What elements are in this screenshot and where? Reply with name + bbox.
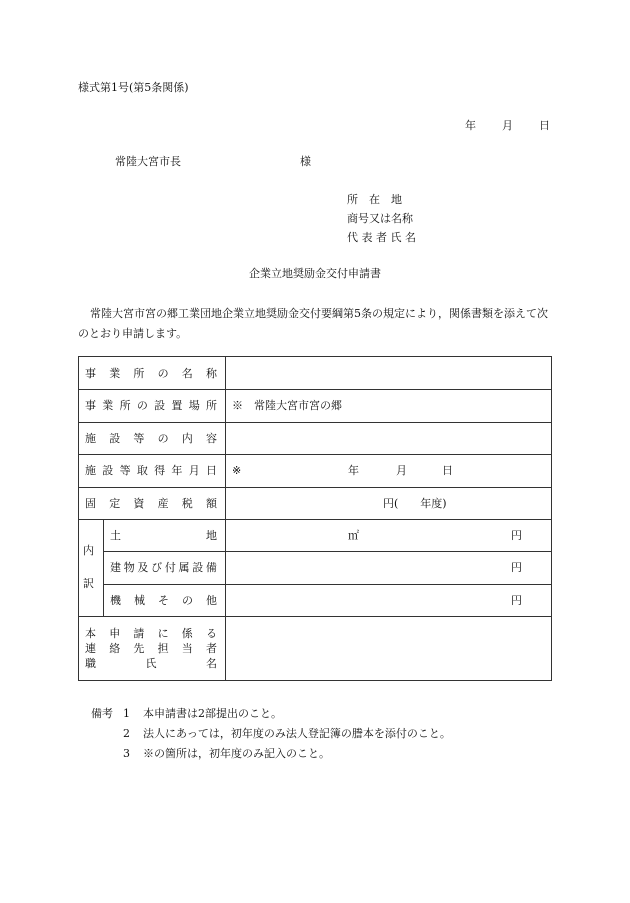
date-day-label: 日 bbox=[539, 119, 550, 132]
breakdown-label-top: 内 bbox=[83, 544, 94, 557]
note-item-3: 3 ※の箇所は，初年度のみ記入のこと。 bbox=[123, 747, 330, 760]
note-item-2: 2 法人にあっては，初年度のみ法人登記簿の謄本を添付のこと。 bbox=[123, 727, 451, 740]
value-acquisition-year: 年 bbox=[348, 464, 359, 477]
date-year-label: 年 bbox=[465, 119, 476, 132]
label-business-name: 事 業 所 の 名 称 bbox=[85, 367, 217, 380]
document-title: 企業立地奨励金交付申請書 bbox=[249, 267, 381, 280]
label-machinery: 機 械 そ の 他 bbox=[110, 594, 217, 607]
address-label: 所 在 地 bbox=[347, 193, 402, 206]
notes bbox=[91, 704, 451, 764]
date-month-label: 月 bbox=[502, 119, 513, 132]
label-land: 土 地 bbox=[110, 529, 217, 542]
representative-label: 代 表 者 氏 名 bbox=[347, 231, 416, 244]
value-business-location: ※ 常陸大宮市宮の郷 bbox=[232, 399, 342, 412]
recipient: 常陸大宮市長 bbox=[115, 155, 181, 168]
value-land-area-unit: ㎡ bbox=[348, 529, 359, 542]
label-contact-line2: 連 絡 先 担 当 者 bbox=[85, 642, 217, 655]
label-buildings: 建 物 及 び 付 属 設 備 bbox=[110, 561, 217, 574]
note-item-1: 備考 1 本申請書は2部提出のこと。 bbox=[91, 704, 451, 724]
breakdown-label-bottom: 訳 bbox=[83, 577, 94, 590]
date-line bbox=[465, 120, 550, 131]
value-acquisition-month: 月 bbox=[396, 464, 407, 477]
label-property-tax: 固 定 資 産 税 額 bbox=[85, 497, 217, 510]
honorific: 様 bbox=[300, 155, 311, 168]
label-facility-content: 施 設 等 の 内 容 bbox=[85, 432, 217, 445]
form-number: 様式第1号(第5条関係) bbox=[78, 81, 189, 94]
notes-heading: 備考 bbox=[91, 707, 113, 720]
label-acquisition-date: 施 設 等 取 得 年 月 日 bbox=[85, 464, 217, 477]
label-contact-line1: 本 申 請 に 係 る bbox=[85, 627, 217, 640]
company-name-label: 商号又は名称 bbox=[347, 212, 413, 225]
body-text: 常陸大宮市宮の郷工業団地企業立地奨励金交付要綱第5条の規定により，関係書類を添えて次のとおり申請します。 bbox=[78, 307, 548, 340]
value-land-yen: 円 bbox=[511, 529, 522, 542]
value-acquisition-mark: ※ bbox=[232, 464, 242, 477]
value-buildings-yen: 円 bbox=[511, 561, 522, 574]
label-contact-line3: 職 氏 名 bbox=[85, 657, 217, 670]
value-acquisition-day: 日 bbox=[442, 464, 453, 477]
label-business-location: 事 業 所 の 設 置 場 所 bbox=[85, 399, 217, 412]
value-machinery-yen: 円 bbox=[511, 594, 522, 607]
value-property-tax: 円( 年度) bbox=[383, 497, 447, 510]
